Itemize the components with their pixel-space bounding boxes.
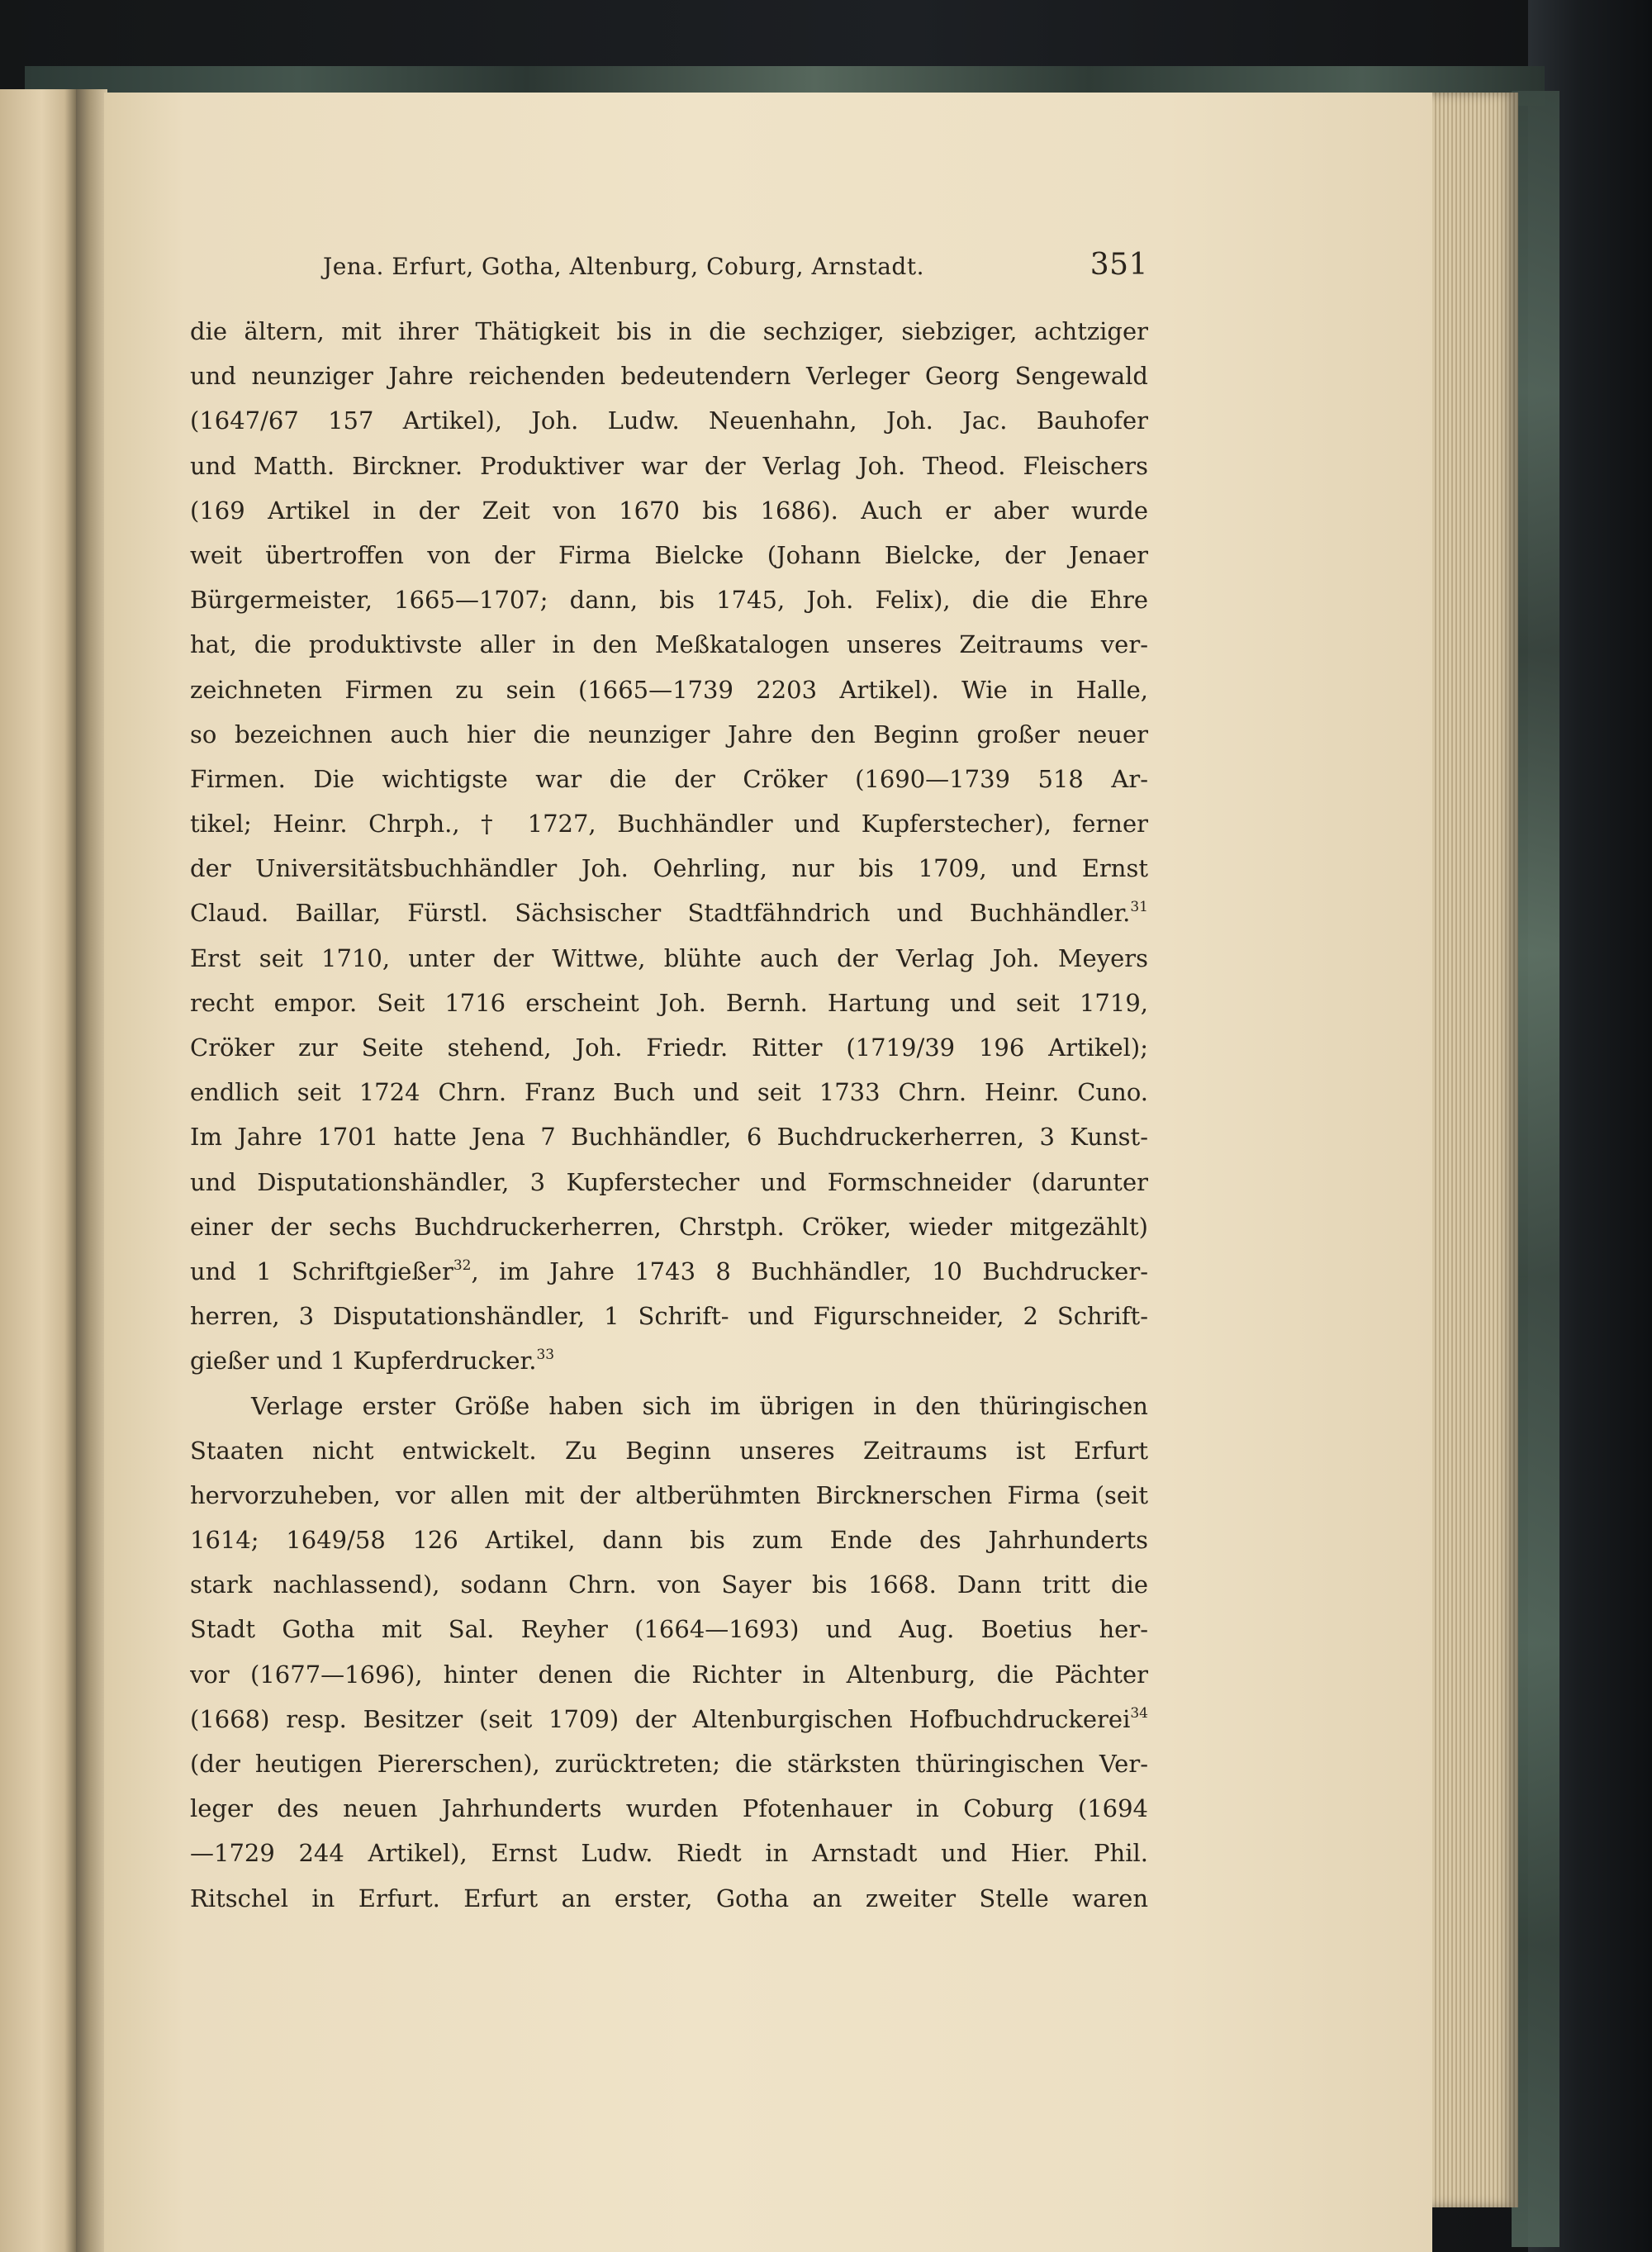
text-line bbox=[190, 1338, 1148, 1383]
text-line: Staaten nicht entwickelt. Zu Beginn unseres Zeitraums ist Erfurt bbox=[190, 1436, 1148, 1465]
text-line: endlich seit 1724 Chrn. Franz Buch und seit 1733 Chrn. Heinr. Cuno. bbox=[190, 1078, 1148, 1107]
text-line: recht empor. Seit 1716 erscheint Joh. Bernh. Hartung und seit 1719, bbox=[190, 988, 1148, 1017]
text-line bbox=[190, 1249, 1148, 1294]
text-line: einer der sechs Buchdruckerherren, Chrstph. Cröker, wieder mitgezählt) bbox=[190, 1212, 1148, 1241]
text-line: (169 Artikel in der Zeit von 1670 bis 1686). Auch er aber wurde bbox=[190, 496, 1148, 525]
text-line: weit übertroffen von der Firma Bielcke (Johann Bielcke, der Jenaer bbox=[190, 540, 1148, 569]
text-line: Verlage erster Größe haben sich im übrigen in den thüringischen bbox=[251, 1391, 1148, 1420]
text-line: Stadt Gotha mit Sal. Reyher (1664—1693) und Aug. Boetius her- bbox=[190, 1615, 1148, 1644]
text-line: und Disputationshändler, 3 Kupferstecher und Formschneider (darunter bbox=[190, 1167, 1148, 1196]
text-line: stark nachlassend), sodann Chrn. von Sayer bis 1668. Dann tritt die bbox=[190, 1570, 1148, 1599]
text-line-content: gießer und 1 Kupferdrucker. bbox=[190, 1347, 537, 1375]
footnote-ref: 34 bbox=[1130, 1704, 1148, 1722]
book-gutter bbox=[76, 89, 107, 2252]
text-line: hat, die produktivste aller in den Meßkatalogen unseres Zeitraums ver- bbox=[190, 630, 1148, 659]
text-line: 1614; 1649/58 126 Artikel, dann bis zum Ende des Jahrhunderts bbox=[190, 1526, 1148, 1555]
text-line: Ritschel in Erfurt. Erfurt an erster, Gotha an zweiter Stelle waren bbox=[190, 1884, 1148, 1912]
text-line: tikel; Heinr. Chrph., † 1727, Buchhändler und Kupferstecher), ferner bbox=[190, 810, 1148, 839]
footnote-ref: 32 bbox=[453, 1257, 472, 1274]
text-line: hervorzuheben, vor allen mit der altberühmten Bircknerschen Firma (seit bbox=[190, 1480, 1148, 1509]
body-text bbox=[190, 309, 1148, 1921]
text-line-content: Claud. Baillar, Fürstl. Sächsischer Stadtfähndrich und Buchhändler. bbox=[190, 899, 1131, 928]
text-line: vor (1677—1696), hinter denen die Richter in Altenburg, die Pächter bbox=[190, 1660, 1148, 1689]
footnote-ref: 31 bbox=[1130, 899, 1148, 916]
text-line: so bezeichnen auch hier die neunziger Jahre den Beginn großer neuer bbox=[190, 720, 1148, 748]
page-fore-edge bbox=[1432, 93, 1518, 2207]
text-line-content: (1668) resp. Besitzer (seit 1709) der Altenburgischen Hofbuchdruckerei bbox=[190, 1704, 1131, 1733]
previous-page-edge bbox=[0, 89, 76, 2252]
text-line: herren, 3 Disputationshändler, 1 Schrift- und Figurschneider, 2 Schrift- bbox=[190, 1302, 1148, 1331]
marbled-endpaper-right bbox=[1512, 91, 1559, 2247]
text-line: —1729 244 Artikel), Ernst Ludw. Riedt in Arnstadt und Hier. Phil. bbox=[190, 1839, 1148, 1868]
text-line: (der heutigen Piererschen), zurücktreten; die stärksten thüringischen Ver- bbox=[190, 1750, 1148, 1778]
text-line: Cröker zur Seite stehend, Joh. Friedr. Ritter (1719/39 196 Artikel); bbox=[190, 1033, 1148, 1062]
page-number: 351 bbox=[1089, 248, 1148, 282]
text-line: der Universitätsbuchhändler Joh. Oehrling, nur bis 1709, und Ernst bbox=[190, 854, 1148, 883]
text-line: Im Jahre 1701 hatte Jena 7 Buchhändler, 6 Buchdruckerherren, 3 Kunst- bbox=[190, 1123, 1148, 1152]
text-line: Erst seit 1710, unter der Wittwe, blühte auch der Verlag Joh. Meyers bbox=[190, 943, 1148, 972]
footnote-ref: 33 bbox=[536, 1347, 555, 1364]
text-line: zeichneten Firmen zu sein (1665—1739 2203 Artikel). Wie in Halle, bbox=[190, 675, 1148, 704]
running-head-title: Jena. Erfurt, Gotha, Altenburg, Coburg, Arnstadt. bbox=[323, 253, 924, 280]
text-line-content: und 1 Schriftgießer bbox=[190, 1257, 453, 1285]
text-line: die ältern, mit ihrer Thätigkeit bis in die sechziger, siebziger, achtziger bbox=[190, 317, 1148, 345]
text-line: und neunziger Jahre reichenden bedeutendern Verleger Georg Sengewald bbox=[190, 362, 1148, 391]
text-line: (1647/67 157 Artikel), Joh. Ludw. Neuenhahn, Joh. Jac. Bauhofer bbox=[190, 406, 1148, 435]
text-line: leger des neuen Jahrhunderts wurden Pfotenhauer in Coburg (1694 bbox=[190, 1794, 1148, 1823]
text-line: Firmen. Die wichtigste war die der Cröker (1690—1739 518 Ar- bbox=[190, 764, 1148, 793]
running-head bbox=[190, 241, 1148, 291]
text-line: und Matth. Birckner. Produktiver war der Verlag Joh. Theod. Fleischers bbox=[190, 451, 1148, 480]
text-line: Bürgermeister, 1665—1707; dann, bis 1745, Joh. Felix), die die Ehre bbox=[190, 586, 1148, 615]
text-line-content: , im Jahre 1743 8 Buchhändler, 10 Buchdrucker- bbox=[471, 1257, 1148, 1285]
text-line bbox=[190, 1697, 1148, 1741]
text-line bbox=[190, 891, 1148, 935]
